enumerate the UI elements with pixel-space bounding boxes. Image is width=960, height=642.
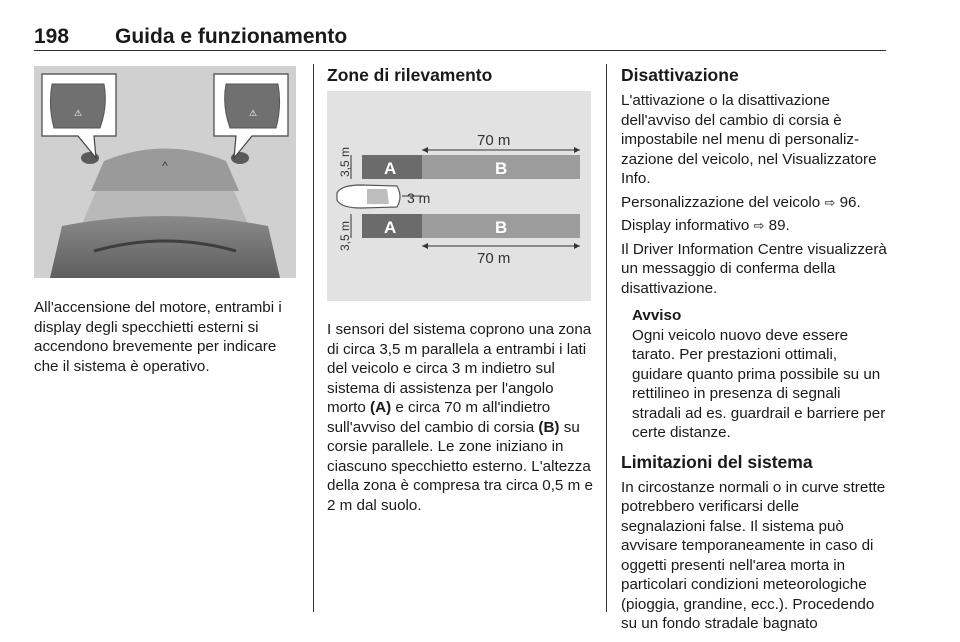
heading-system-limitations: Limitazioni del sistema	[621, 451, 813, 472]
note-box	[632, 306, 887, 443]
link-text[interactable]: Display informativo	[621, 217, 754, 234]
dist-3: 3 m	[407, 190, 431, 206]
blind-spot-warning-icon: ⚠	[74, 108, 83, 118]
zone-label-b: B	[495, 159, 508, 178]
figure-caption: All'accensione del motore, entrambi i display degli specchietti esterni si accendono brevemente per indicare che il sistema è operativo.	[34, 299, 282, 375]
paragraph: Il Driver Information Centre visualizzerà un messaggio di conferma della disattivazione.	[621, 240, 887, 297]
page-arrow-icon: ⇨	[824, 194, 836, 210]
car-mirrors-illustration	[34, 66, 296, 278]
dist-70-top: 70 m	[477, 132, 511, 149]
link-page[interactable]: 96.	[835, 193, 861, 211]
blind-spot-warning-icon: ⚠	[249, 108, 258, 118]
page-arrow-icon: ⇨	[753, 218, 765, 233]
cross-reference-link[interactable]	[621, 216, 887, 236]
cross-reference-link[interactable]	[621, 193, 887, 213]
page-header	[34, 25, 886, 51]
ref-b: (B)	[538, 418, 560, 436]
height-bottom: 3,5 m	[338, 220, 352, 251]
body-text: I sensori del sistema coprono una zona di circa 3,5 m parallela a entrambi i lati del veicolo e circa 3 m indietro sul sistema di assistenza per l'angolo morto	[327, 321, 592, 416]
column-3	[621, 64, 887, 634]
zone-label-a: A	[384, 218, 397, 237]
zone-label-b: B	[495, 218, 508, 237]
dist-70-bottom: 70 m	[477, 250, 511, 267]
section-title: Guida e funzionamento	[115, 25, 348, 48]
paragraph: L'attivazione o la disattivazione dell'avviso del cambio di corsia è impostabile nel menu di personalizzazione del veicolo, nel Visualizzatore Info.	[621, 92, 877, 187]
column-1	[34, 64, 302, 376]
link-page[interactable]: 89.	[764, 217, 790, 234]
heading-detection-zones: Zone di rilevamento	[327, 65, 493, 85]
link-text[interactable]: Personalizzazione del veicolo	[621, 193, 825, 211]
page-number: 198	[34, 25, 70, 48]
body-text: su corsie parallele. Le zone iniziano in ciascuno specchietto esterno. L'altezza della zona è compresa tra circa 0,5 m e 2 m dal suolo.	[327, 418, 593, 514]
body-text: e circa 70 m all'indietro sull'avviso del cambio di corsia	[327, 399, 551, 436]
column-2	[327, 64, 593, 515]
zone-label-a: A	[384, 159, 397, 178]
svg-text:^: ^	[162, 159, 168, 173]
detection-zones-diagram	[327, 91, 591, 301]
ref-a: (A)	[370, 399, 392, 416]
column-divider	[606, 64, 607, 612]
height-top: 3,5 m	[338, 146, 352, 177]
paragraph: In circostanze normali o in curve strette potrebbero verificarsi delle segnalazioni false. Il sistema può avvisare temporaneamente in caso di oggetti presenti nell'area morta in particolari condizioni meteorologiche (pioggia, grandine, ecc.). Procedendo su un fondo stradale bagnato	[621, 478, 886, 632]
column-divider	[313, 64, 314, 612]
note-title: Avviso	[632, 307, 682, 324]
heading-deactivation: Disattivazione	[621, 65, 739, 85]
detection-body	[327, 320, 593, 515]
zones-svg	[327, 91, 591, 301]
car-rear-illustration	[34, 66, 296, 278]
note-body: Ogni veicolo nuovo deve essere tarato. Per prestazioni ottimali, guidare quanto prima possibile su un rettilineo in presenza di segnali stradali ad es. guardrail e barriere per certe distanze.	[632, 326, 886, 441]
